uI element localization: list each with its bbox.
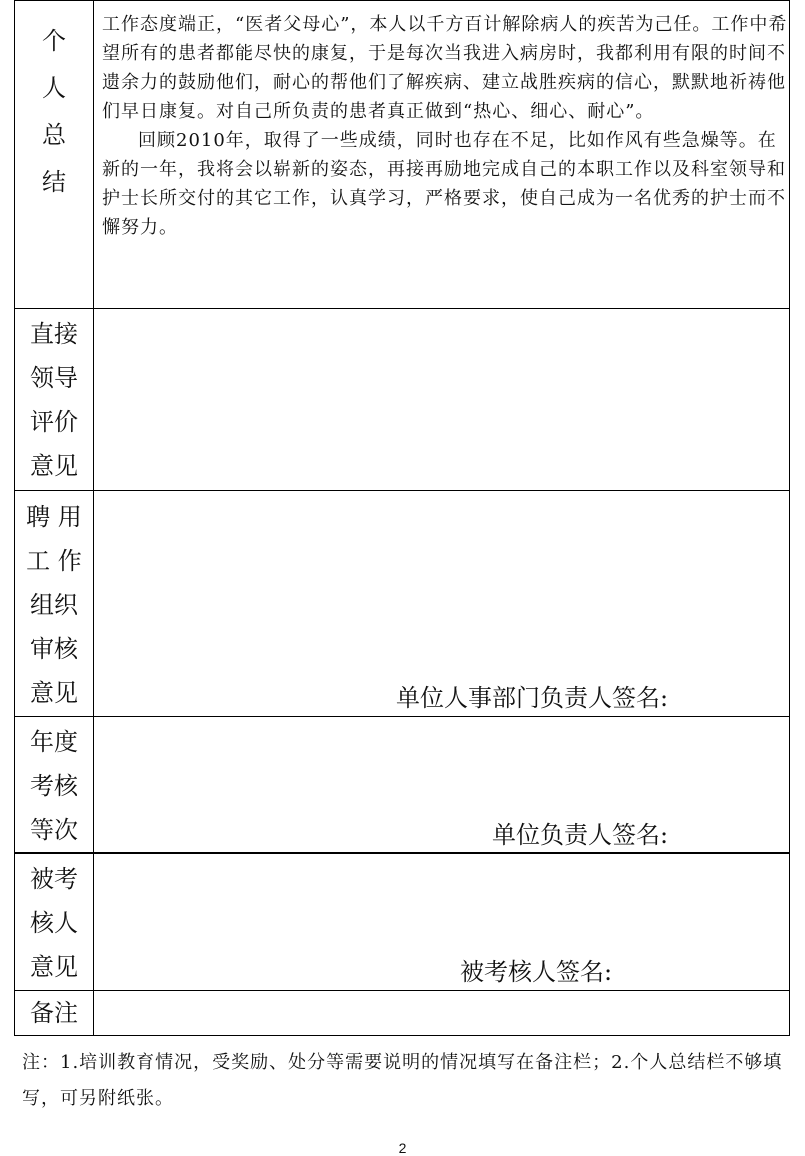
examinee-label-line: 意见 [30, 953, 78, 981]
summary-label-char: 个 [42, 27, 66, 55]
supervisor-label [14, 312, 94, 488]
appraisal-table [14, 0, 790, 1036]
examinee-label-line: 核人 [30, 909, 78, 937]
row-divider [14, 990, 790, 991]
annual-grade-label-line: 等次 [30, 816, 78, 844]
row-divider [14, 308, 790, 309]
row-divider [14, 852, 790, 854]
summary-label-char: 结 [42, 168, 66, 196]
employment-label-line: 聘 用 [26, 503, 82, 531]
supervisor-label-line: 评价 [30, 408, 78, 436]
supervisor-label-line: 意见 [30, 452, 78, 480]
row-divider [14, 716, 790, 717]
summary-label-char: 人 [42, 74, 66, 102]
remarks-label: 备注 [30, 999, 78, 1027]
employment-label-line: 工 作 [26, 547, 82, 575]
summary-text [102, 10, 790, 242]
summary-label-char: 总 [42, 121, 66, 149]
hr-head-signature-label: 单位人事部门负责人签名: [396, 684, 669, 712]
footnote: 注：1.培训教育情况，受奖励、处分等需要说明的情况填写在备注栏；2.个人总结栏不够填写，可另附纸张。 [22, 1052, 783, 1109]
supervisor-label-line: 直接 [30, 320, 78, 348]
row-divider [14, 490, 790, 491]
summary-paragraph-1: 工作态度端正，“医者父母心”，本人以千方百计解除病人的疾苦为己任。工作中希望所有的患者都能尽快的康复，于是每次当我进入病房时，我都利用有限的时间不遗余力的鼓励他们，耐心的帮他们了解疾病、建立战胜疾病的信心，默默地祈祷他们早日康复。对自己所负责的患者真正做到“热心、细心、耐心”。 [102, 14, 788, 122]
annual-grade-label-line: 年度 [30, 728, 78, 756]
page-number: 2 [398, 1140, 407, 1156]
unit-head-signature-label: 单位负责人签名: [492, 821, 669, 849]
employment-label-line: 意见 [30, 679, 78, 707]
supervisor-label-line: 领导 [30, 364, 78, 392]
employment-label-line: 组织 [30, 591, 78, 619]
examinee-label [14, 857, 94, 989]
annual-grade-label-line: 考核 [30, 772, 78, 800]
annual-grade-label [14, 720, 94, 852]
employment-label-line: 审核 [30, 635, 78, 663]
examinee-signature-label: 被考核人签名: [460, 958, 613, 986]
summary-label [14, 18, 94, 206]
table-border-top [14, 0, 790, 1]
examinee-label-line: 被考 [30, 865, 78, 893]
table-border-bottom [14, 1035, 790, 1036]
summary-paragraph-2: 回顾2010年，取得了一些成绩，同时也存在不足，比如作风有些急燥等。在新的一年，我将会以崭新的姿态，再接再励地完成自己的本职工作以及科室领导和护士长所交付的其它工作，认真学习，严格要求，使自己成为一名优秀的护士而不懈努力。 [102, 130, 786, 238]
employment-label [14, 495, 94, 715]
